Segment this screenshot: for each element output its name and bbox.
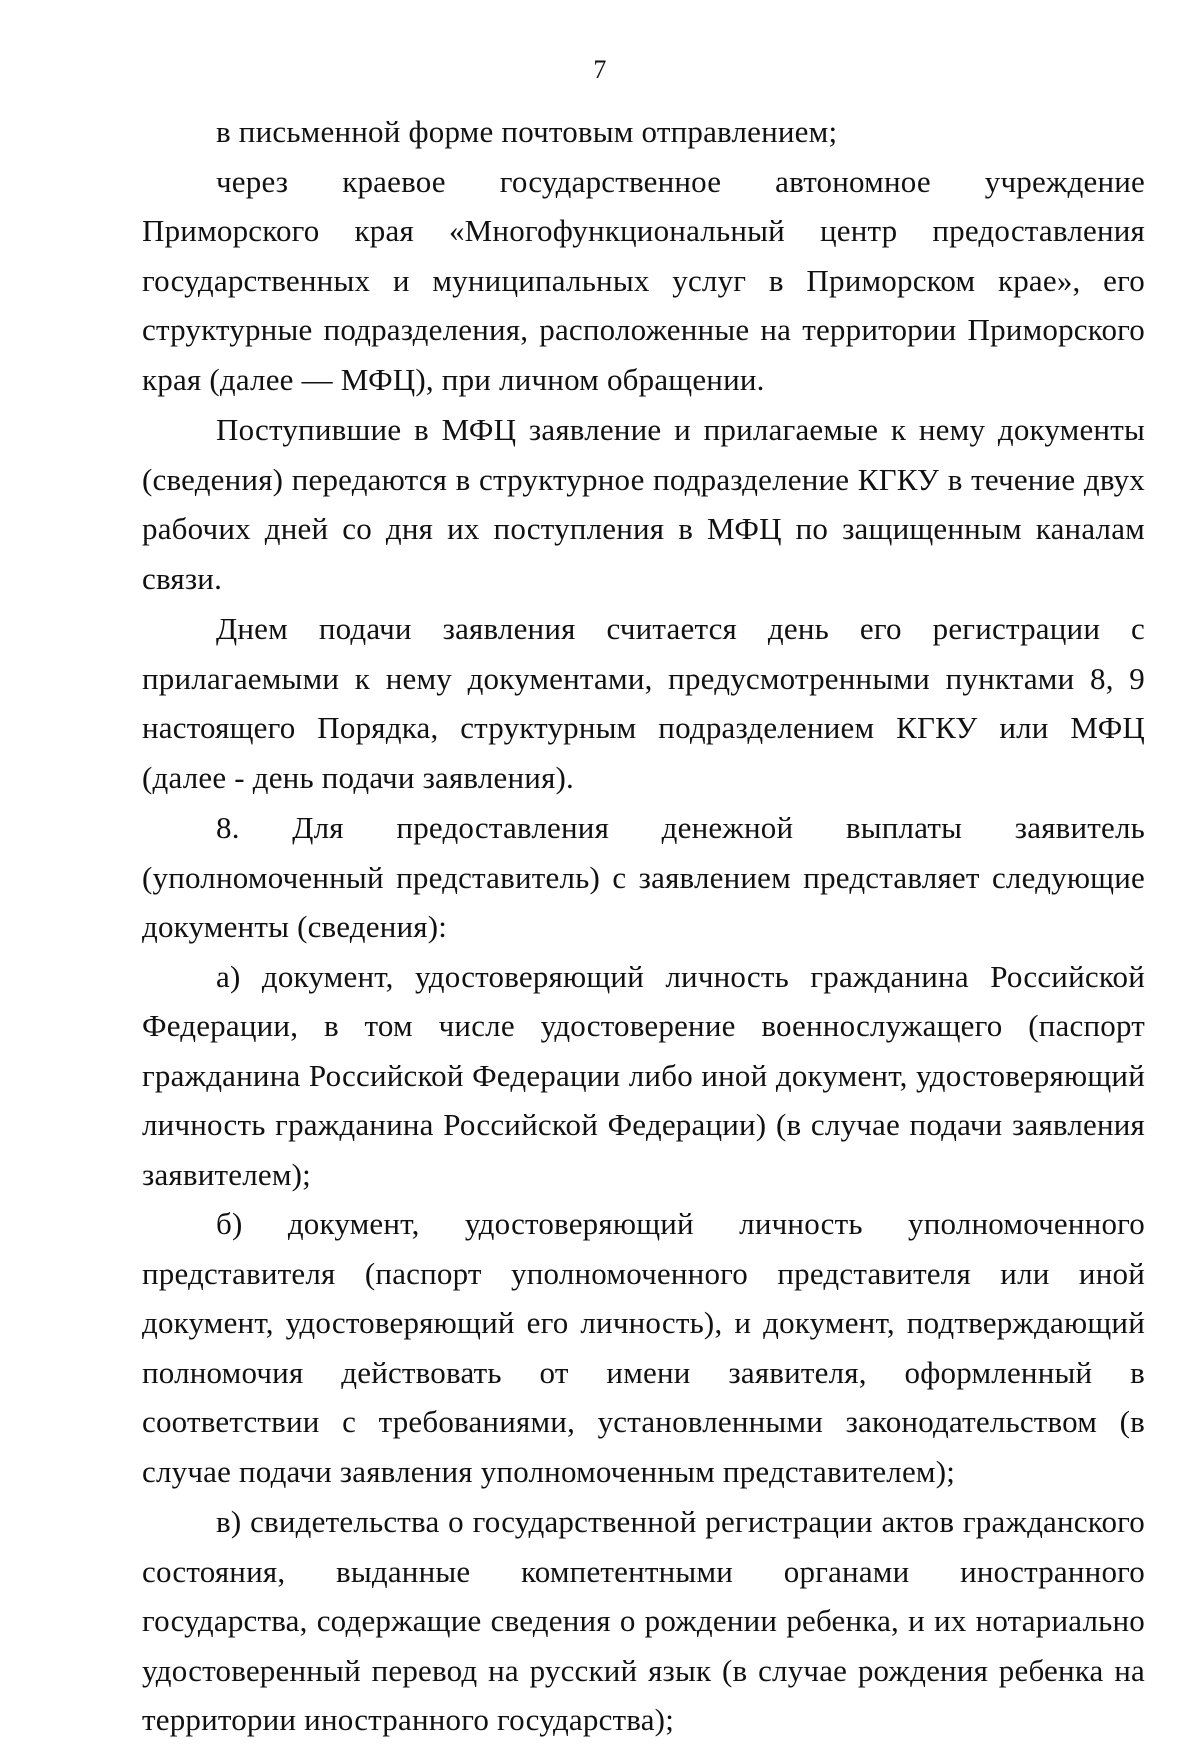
paragraph-clause-8: 8. Для предоставления денежной выплаты заявитель (уполномоченный представитель) с заявлением представляет следующие документы (сведения): [142,810,1145,944]
paragraph-item-a: а) документ, удостоверяющий личность гражданина Российской Федерации, в том числе удостоверение военнослужащего (паспорт гражданина Российской Федерации либо иной документ, удостоверяющий личность гражданина Российской Федерации) (в случае подачи заявления заявителем); [142,958,1145,1192]
paragraph-mfc-transfer: Поступившие в МФЦ заявление и прилагаемые к нему документы (сведения) передаются в структурное подразделение КГКУ в течение двух рабочих дней со дня их поступления в МФЦ по защищенным каналам связи. [142,412,1145,596]
paragraph-mfc-submission: через краевое государственное автономное учреждение Приморского края «Многофункциональный центр предоставления государственных и муниципальных услуг в Приморском крае», его структурные подразделения, расположенные на территории Приморского края (далее — МФЦ), при личном обращении. [142,163,1145,397]
paragraph-item-v: в) свидетельства о государственной регистрации актов гражданского состояния, выданные компетентными органами иностранного государства, содержащие сведения о рождении ребенка, и их нотариально удостоверенный перевод на русский язык (в случае рождения ребенка на территории иностранного государства); [142,1504,1145,1737]
paragraph-postal-submission: в письменной форме почтовым отправлением; [216,114,838,149]
paragraph-submission-date: Днем подачи заявления считается день его регистрации с прилагаемыми к нему документами, предусмотренными пунктами 8, 9 настоящего Порядка, структурным подразделением КГКУ или МФЦ (далее - день подачи заявления). [142,611,1145,795]
document-body [142,107,1145,1745]
page-number: 7 [593,55,607,84]
paragraph-item-b: б) документ, удостоверяющий личность уполномоченного представителя (паспорт уполномоченного представителя или иной документ, удостоверяющий его личность), и документ, подтверждающий полномочия действовать от имени заявителя, оформленный в соответствии с требованиями, установленными законодательством (в случае подачи заявления уполномоченным представителем); [142,1206,1145,1489]
